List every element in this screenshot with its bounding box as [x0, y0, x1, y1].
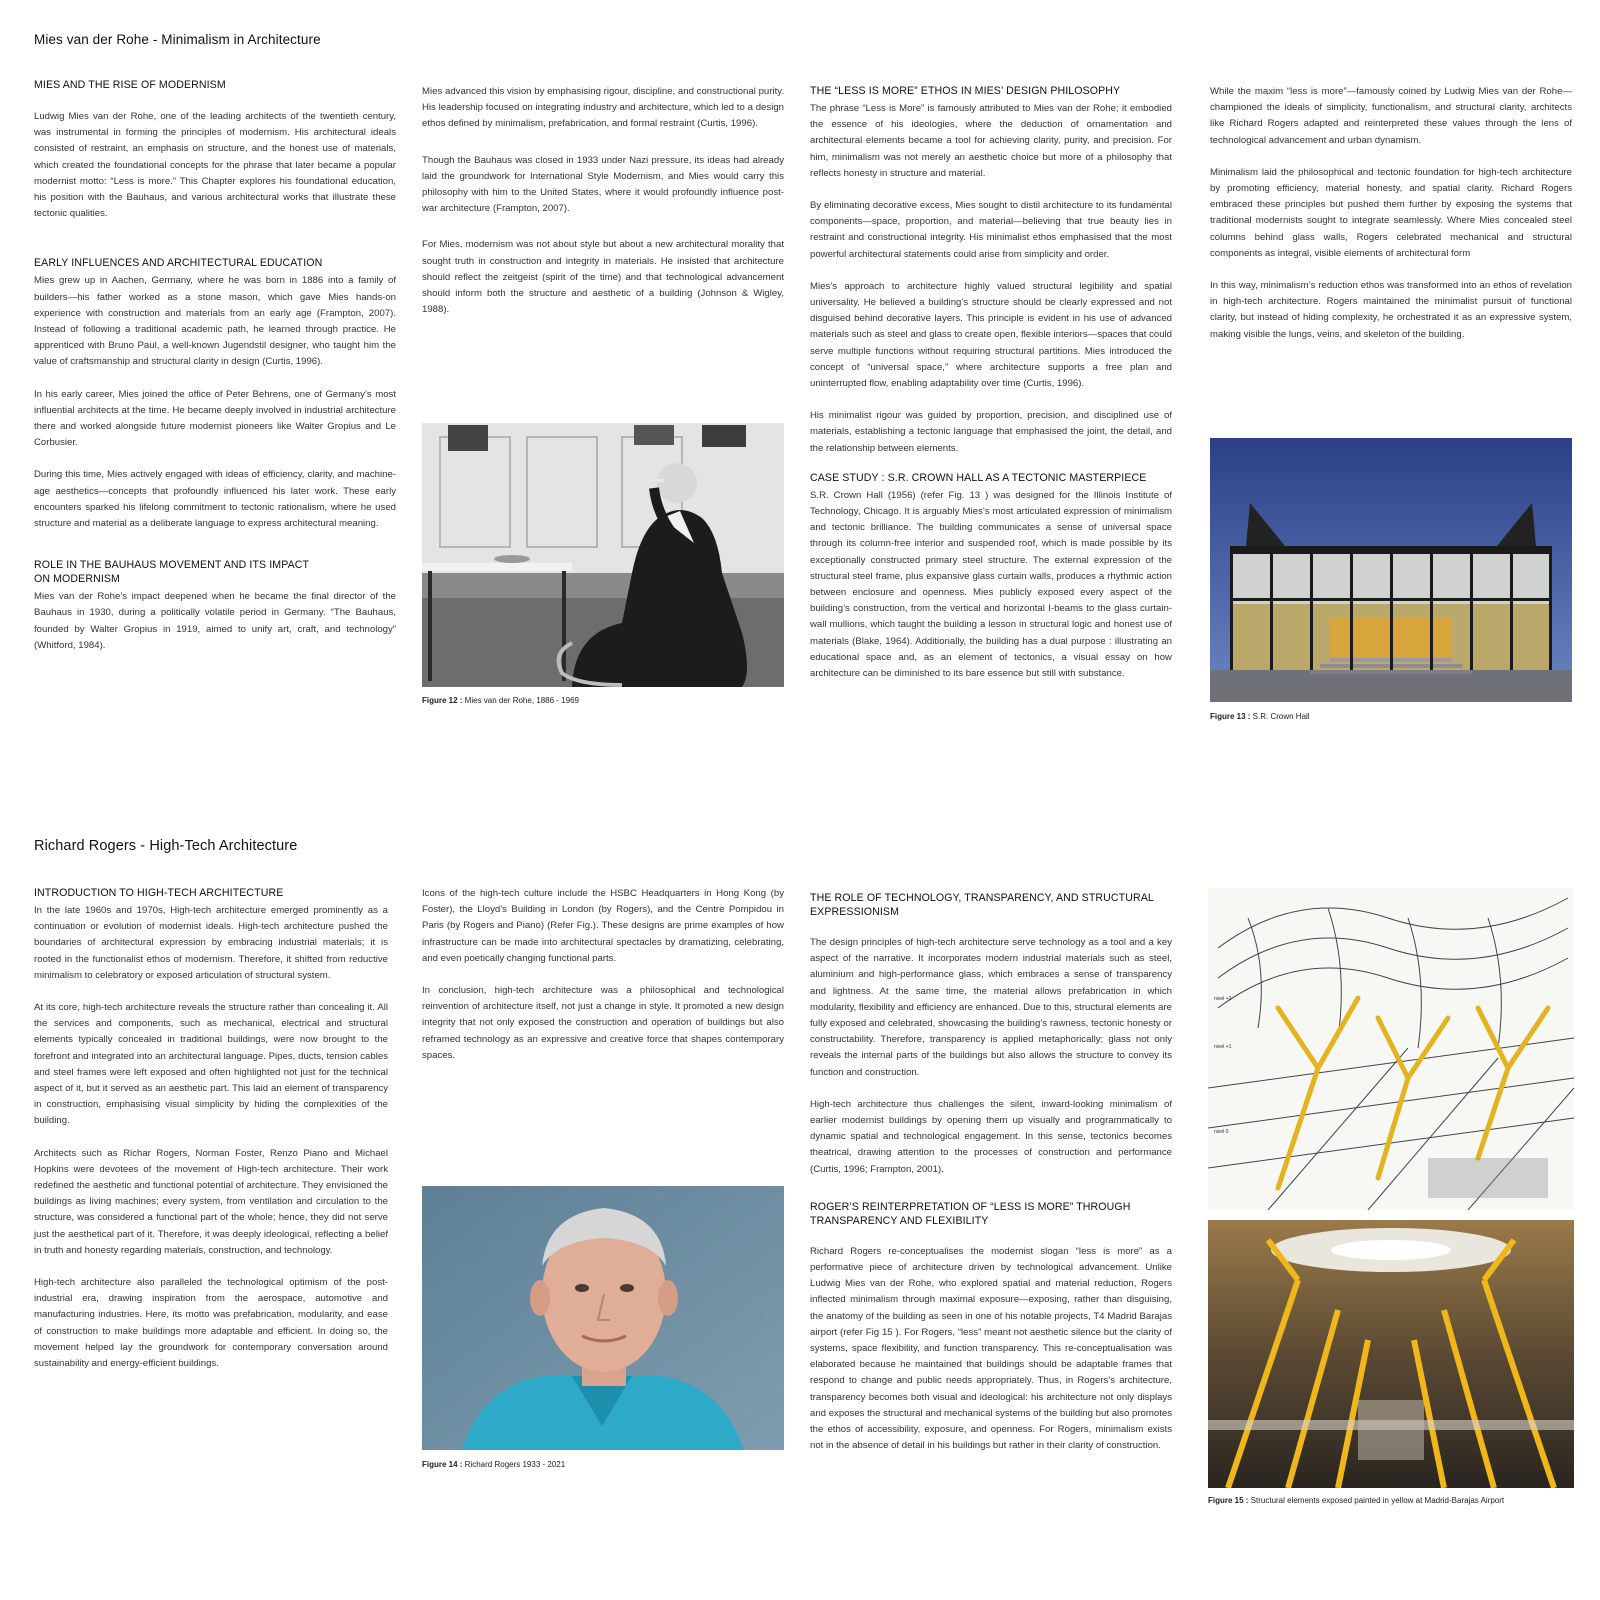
figure-15-structural-diagram [1208, 888, 1574, 1210]
figure-label: Figure 12 : [422, 696, 463, 705]
paragraph: In his early career, Mies joined the office of Peter Behrens, one of Germany’s most influential architects at the time. He became deeply involved in industrial architecture there and worked alongside future modernist pioneers like Walter Gropius and Le Corbusier. [34, 388, 396, 449]
figure-15-caption [1208, 1496, 1504, 1505]
paragraph: Mies advanced this vision by emphasising rigour, discipline, and constructional purity. His leadership focused on integrating industry and architecture, which led to a design ethos defined by minimalism, prefabrication, and formal restraint (Curtis, 1996). [422, 86, 784, 130]
paragraph: Richard Rogers re-conceptualises the modernist slogan “less is more” as a performative piece of architecture driven by technological advancement. Unlike Ludwig Mies van der Rohe, who explored spatial and material reduction, Rogers inflected minimalism through maximal exposure—exposing, rather than disguising, the anatomy of the building as seen in one of his notable projects, T4 Madrid Barajas airport (refer Fig 15 ). For Rogers, “less” meant not aesthetic silence but the clarity of systems, space flexibility, and function transparency. This re-conceptualisation was elaborated because he maintained that buildings should be adaptable frames that respond to change and public needs appropriately. Thus, in Rogers’s architecture, transparency becomes both visual and ideological: his architecture not only displays and exposes the structural and mechanical systems of the building but also promotes the ethos of accessibility, exposure, and openness. For Rogers, minimalism exists not in the absence of detail in his buildings but rather in their clarity of construction. [810, 1245, 1172, 1452]
paragraph: By eliminating decorative excess, Mies sought to distil architecture to its fundamental components—space, proportion, and material—believing that true beauty lies in restraint and constructional integrity. His minimalist ethos emphasised that the most powerful architectural statements could arise from simplicity and order. [810, 200, 1172, 260]
figure-label: Figure 15 : [1208, 1496, 1249, 1505]
figure-label: Figure 13 : [1210, 712, 1251, 721]
figure-caption-text: Mies van der Rohe, 1886 - 1969 [462, 696, 579, 705]
paragraph: Icons of the high-tech culture include the HSBC Headquarters in Hong Kong (by Foster), the Lloyd’s Building in London (by Rogers), and the Centre Pompidou in Paris (by Rogers and Piano) (Refer Fig.). These designs are prime examples of how infrastructure can be made into architectural spectacles by dramatizing, celebrating, and even poetically changing functional parts. [422, 888, 784, 964]
paragraph: Architects such as Richar Rogers, Norman Foster, Renzo Piano and Michael Hopkins were devotees of the movement of High-tech architecture. Their work redefined the aesthetic and functional potential of architecture. They envisioned the buildings as living machines; every system, from ventilation and circulation to the structure, was considered a functional part of the whole; hence, they did not serve just the aesthetical part of it. Therefore, it was deeply ideological, reflecting a belief in truth and honesty regarding materials, construction, and technology. [34, 1147, 388, 1256]
paragraph: While the maxim “less is more”—famously coined by Ludwig Mies van der Rohe—championed the ideals of simplicity, functionalism, and structural clarity, architects like Richard Rogers adapted and reinterpreted these values through the lens of technological advancement and urban dynamism. [1210, 86, 1572, 146]
heading-early-influences: EARLY INFLUENCES AND ARCHITECTURAL EDUCATION [34, 257, 323, 270]
level-label: nivel 0 [1214, 1129, 1229, 1135]
heading-intro-high-tech: INTRODUCTION TO HIGH-TECH ARCHITECTURE [34, 887, 284, 899]
section2-title: Richard Rogers - High-Tech Architecture [34, 838, 298, 854]
paragraph: The phrase “Less is More” is famously attributed to Mies van der Rohe; it embodied the essence of his ideologies, where the deduction of ornamentation and architectural elements became a tool for achieving clarity, purity, and precision. For him, minimalism was not merely an aesthetic choice but more of a philosophy that reflects honesty in structure and material. [810, 103, 1172, 179]
paragraph: Mies’s approach to architecture highly valued structural legibility and spatial universality. He believed a building’s structure should be clearly expressed and not disguised behind decorative layers. This principle is evident in his use of advanced materials such as steel and glass to create open, flexible interiors—spaces that could serve multiple functions without requiring structural partitions. Mies introduced the concept of “universal space,” where architecture supports a free plan and uninterrupted flow, enabling adaptability over time (Curtis, 1996). [810, 280, 1172, 390]
heading-less-is-more: THE “LESS IS MORE” ETHOS IN MIES’ DESIGN PHILOSOPHY [810, 85, 1121, 97]
paragraph: The design principles of high-tech architecture serve technology as a tool and a key aspect of the narrative. It incorporates modern industrial materials such as steel, aluminium and high-performance glass, which embraces a sense of transparency and lightness. At the same time, the material allows prefabrication in which modularity, flexibility and efficiency are enhanced. Due to this, structural elements are fully exposed and celebrated, showcasing the building’s rawness, tectonic honesty or constructability. Therefore, transparency is applied metaphorically; glass not only reveals the internal parts of the buildings but also allows the structure to convey its function and construction. [810, 937, 1172, 1078]
figure-14-rogers-portrait [422, 1186, 784, 1450]
paragraph: In conclusion, high-tech architecture was a philosophical and technological reinvention of architecture itself, not just a change in style. It promoted a new design integrity that not only exposed the construction and operation of buildings but also reframed technology as an expressive and creative force that shapes contemporary spaces. [422, 985, 784, 1061]
paragraph: In this way, minimalism’s reduction ethos was transformed into an ethos of revelation in high-tech architecture. Rogers maintained the minimalist pursuit of functional clarity, but instead of hiding complexity, he orchestrated it as an expressive system, making visible the lungs, veins, and skeleton of the building. [1210, 280, 1572, 340]
paragraph: High-tech architecture also paralleled the technological optimism of the post-industrial era, drawing inspiration from the aerospace, automotive and manufacturing industries. Here, its motto was prefabrication, modularity, and ease of construction to make buildings more adaptable and efficient. In doing so, the movement helped lay the groundwork for contemporary conversation around sustainability and energy-efficient buildings. [34, 1277, 388, 1370]
section1-column-3 [810, 84, 1172, 698]
paragraph: At its core, high-tech architecture reveals the structure rather than concealing it. All the services and components, such as mechanical, electrical and structural elements typically concealed in traditional buildings, were now brought to the forefront and integrated into an architectural language. Pipes, ducts, tension cables and steel frames were left exposed and often highlighted not just for the technical aspect of it, but it served as an aesthetic part. This laid an element of transparency in construction, emphasising visual simplicity by hiding the complexities of the building. [34, 1002, 388, 1127]
section1-column-4 [1210, 84, 1572, 359]
level-label: nivel +2 [1214, 996, 1232, 1002]
heading-rise-of-modernism: MIES AND THE RISE OF MODERNISM [34, 79, 226, 91]
figure-caption-text: S.R. Crown Hall [1250, 712, 1310, 721]
paragraph: Mies van der Rohe’s impact deepened when he became the final director of the Bauhaus in 1930, during a politically volatile period in Germany. “The Bauhaus, founded by Walter Gropius in 1919, aimed to unify art, craft, and technology” (Whitford, 1984). [34, 591, 396, 651]
paragraph: Ludwig Mies van der Rohe, one of the leading architects of the twentieth century, was instrumental in forming the principles of modernism. His architectural ideals consisted of restraint, an emphasis on structure, and the honest use of materials, which created the foundational concepts for the phrase that later became a popular modernist motto: “Less is more.” This Chapter explores his foundational education, his position with the Bauhaus, and various architectural works that illustrate these tectonic qualities. [34, 111, 396, 220]
section2-column-2 [422, 886, 784, 1080]
figure-caption-text: Richard Rogers 1933 - 2021 [462, 1460, 566, 1469]
paragraph: High-tech architecture thus challenges the silent, inward-looking minimalism of earlier modernist buildings by opening them up visually and programmatically to dynamic spatial and technological engagement. In this sense, tectonics becomes theatrical, drawing attention to the processes of construction and performance (Curtis, 1996; Frampton, 2001). [810, 1098, 1172, 1175]
figure-12-caption [422, 696, 579, 705]
figure-label: Figure 14 : [422, 1460, 463, 1469]
figure-13-caption [1210, 712, 1310, 721]
paragraph: During this time, Mies actively engaged with ideas of efficiency, clarity, and machine-age aesthetics—concepts that profoundly influenced his later work. These early encounters sparked his lifelong commitment to tectonic rationalism, where he used structure and material as a deliberate language to express architectural meaning. [34, 469, 396, 530]
level-label: nivel +1 [1214, 1044, 1232, 1050]
figure-15-barajas-interior-photo [1208, 1220, 1574, 1488]
paragraph: For Mies, modernism was not about style but about a new architectural morality that sought truth in construction and integrity in materials. He insisted that architecture should reflect the zeitgeist (spirit of the time) and that technological advancement should inform both the structure and aesthetic of a building (Johnson & Wigley, 1988). [422, 239, 784, 316]
section1-column-2 [422, 84, 784, 334]
figure-caption-text: Structural elements exposed painted in yellow at Madrid-Barajas Airport [1248, 1496, 1505, 1505]
section1-title: Mies van der Rohe - Minimalism in Architecture [34, 32, 321, 47]
figure-13-crown-hall-photo [1210, 438, 1572, 702]
heading-bauhaus-role: ROLE IN THE BAUHAUS MOVEMENT AND ITS IMPACT ON MODERNISM [34, 559, 309, 586]
paragraph: Though the Bauhaus was closed in 1933 under Nazi pressure, its ideas had already laid the groundwork for International Style Modernism, and Mies would carry this philosophy with him to the United States, where it would profoundly influence post-war architecture (Frampton, 2007). [422, 154, 784, 215]
section1-column-1 [34, 78, 396, 670]
section2-column-1 [34, 886, 388, 1388]
paragraph: S.R. Crown Hall (1956) (refer Fig. 13 ) was designed for the Illinois Institute of Technology, Chicago. It is arguably Mies’s most articulated expression of minimalism and tectonic brilliance. The building communicates a sense of universal space through its column-free interior and suspended roof, which is made possible by its exceptionally constructed primary steel structure. The external expression of the structural steel frame, plus expansive glass curtain walls, produces a rhythmic action between enclosure and openness. Mies publicly exposed every aspect of the building’s construction, from the vertical and horizontal I-beams to the glass curtain-wall mullions, which taught the building a lesson in structural logic and honest use of materials (Blake, 1964). Additionally, the building has a dual purpose : illustrating an educational space and, as an element of tectonics, a visual essay on how architecture can be diminished to its bare essence but still with substance. [810, 489, 1172, 680]
section2-column-3 [810, 891, 1172, 1470]
heading-technology-transparency: THE ROLE OF TECHNOLOGY, TRANSPARENCY, AND STRUCTURAL EXPRESSIONISM [810, 892, 1154, 918]
heading-rogers-reinterpretation: ROGER’S REINTERPRETATION OF “LESS IS MORE” THROUGH TRANSPARENCY AND FLEXIBILITY [810, 1200, 1131, 1227]
figure-14-caption [422, 1460, 565, 1469]
heading-crown-hall-case-study: CASE STUDY : S.R. CROWN HALL AS A TECTONIC MASTERPIECE [810, 471, 1147, 484]
figure-12-mies-portrait [422, 423, 784, 687]
paragraph: His minimalist rigour was guided by proportion, precision, and disciplined use of materials, establishing a tectonic language that emphasised the joint, the detail, and the relationship between elements. [810, 410, 1172, 454]
paragraph: Minimalism laid the philosophical and tectonic foundation for high-tech architecture by promoting efficiency, material honesty, and spatial clarity. Richard Rogers embraced these principles but pushed them further by exposing the systems that traditional modernists sought to integrate seamlessly. Where Mies concealed steel columns behind glass walls, Rogers celebrated mechanical and structural components as integral, visible elements of architectural form [1210, 166, 1572, 259]
paragraph: Mies grew up in Aachen, Germany, where he was born in 1886 into a family of builders—his father worked as a stone mason, which gave Mies hands-on experience with construction and materials from an early age (Frampton, 2007). Instead of following a traditional academic path, he learned through practice. He apprenticed with Bruno Paul, a well-known Jugendstil designer, who taught him the value of craftsmanship and structural clarity in design (Curtis, 1996). [34, 275, 396, 368]
paragraph: In the late 1960s and 1970s, High-tech architecture emerged prominently as a continuation or evolution of modernist ideals. High-tech architecture pushed the boundaries of architectural expression by embracing industrial materials; it is rooted in the functionalist ethos of modernism. Therefore, it shifted from reductive minimalism to celebratory or exposed articulation of structural system. [34, 905, 388, 981]
